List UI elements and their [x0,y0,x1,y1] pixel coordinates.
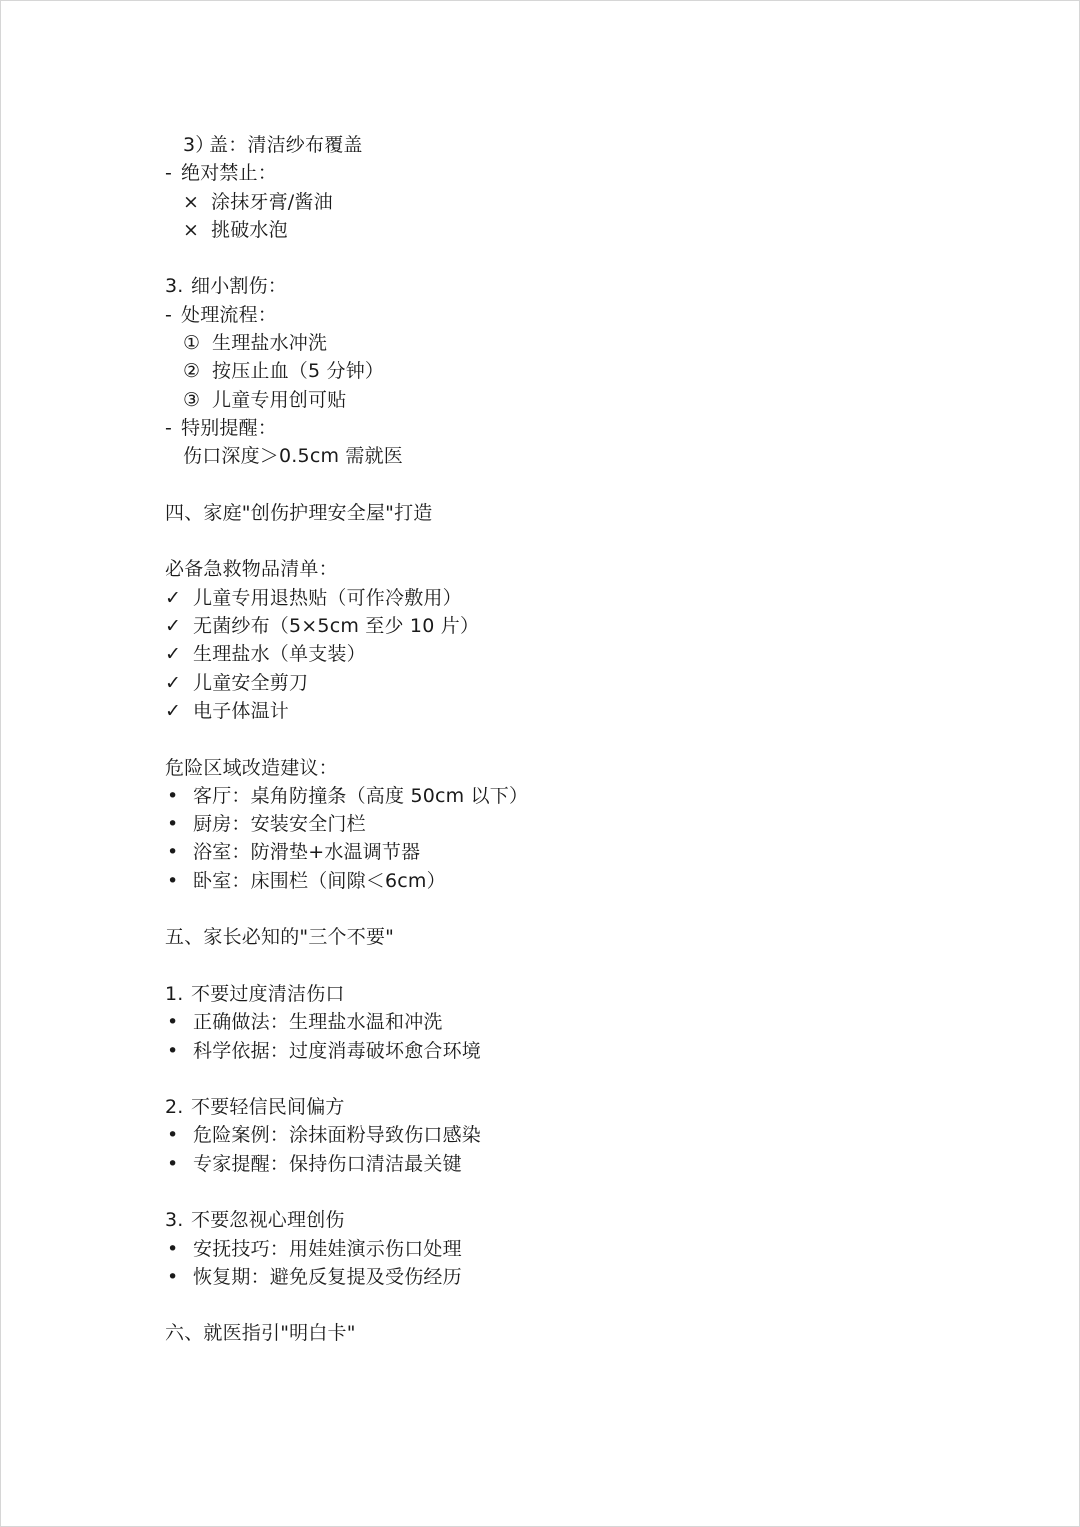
blank-line [165,471,985,499]
line-text: 电子体温计 [193,699,290,722]
line-text: 恢复期：避免反复提及受伤经历 [193,1265,462,1288]
dash-marker: - [165,303,173,326]
line-text: 涂抹牙膏/酱油 [211,190,333,213]
list-item [165,216,985,244]
list-item [165,131,985,159]
list-item [165,1263,985,1291]
line-text: 盖：清洁纱布覆盖 [209,134,363,156]
line-text: 儿童专用退热贴（可作冷敷用） [193,586,462,609]
list-item [165,272,985,300]
bullet-icon: • [167,1039,179,1062]
list-item [165,442,985,470]
bullet-icon: • [167,1265,179,1288]
step-number: ① [183,332,201,355]
list-item [165,782,985,810]
line-text: 专家提醒：保持伤口清洁最关键 [193,1152,462,1175]
bullet-icon: • [167,784,179,807]
line-text: 必备急救物品清单： [165,558,338,581]
step-number: ③ [183,388,201,411]
line-text: 不要过度清洁伤口 [191,982,345,1005]
list-item [165,1235,985,1263]
line-text: 卧室：床围栏（间隙＜6cm） [193,869,446,892]
list-item [165,1008,985,1036]
line-text: 无菌纱布（5×5cm 至少 10 片） [193,615,480,638]
list-number: 3. [165,1209,184,1232]
check-icon: ✓ [165,615,182,638]
list-item [165,357,985,385]
cross-icon: × [183,218,200,241]
section-heading [165,754,985,782]
line-text: 生理盐水（单支装） [193,643,366,666]
bullet-icon: • [167,1124,179,1147]
line-text: 伤口深度＞0.5cm 需就医 [183,445,404,468]
blank-line [165,952,985,980]
line-text: 危险区域改造建议： [165,756,338,779]
list-item [165,584,985,612]
list-item [165,386,985,414]
line-text: 安抚技巧：用娃娃演示伤口处理 [193,1237,462,1260]
list-item [165,414,985,442]
blank-line [165,1178,985,1206]
line-text: 处理流程： [181,303,278,326]
bullet-icon: • [167,813,179,836]
line-text: 不要忽视心理创伤 [191,1209,345,1232]
list-item [165,838,985,866]
check-icon: ✓ [165,643,182,666]
line-text: 客厅：桌角防撞条（高度 50cm 以下） [193,784,529,807]
list-number: 2. [165,1096,184,1119]
section-heading [165,499,985,527]
line-text: 六、就医指引"明白卡" [165,1322,356,1345]
blank-line [165,895,985,923]
blank-line [165,527,985,555]
check-icon: ✓ [165,586,182,609]
line-text: 不要轻信民间偏方 [191,1096,345,1119]
list-item [165,697,985,725]
line-text: 绝对禁止： [181,162,278,185]
list-item [165,188,985,216]
list-item [165,159,985,187]
list-item [165,669,985,697]
section-heading [165,1319,985,1347]
list-number: 3. [165,275,184,298]
list-number: 1. [165,982,184,1005]
line-text: 儿童安全剪刀 [193,671,309,694]
list-item [165,1150,985,1178]
line-text: 细小割伤： [191,275,288,298]
blank-line [165,725,985,753]
line-text: 按压止血（5 分钟） [212,360,385,383]
dash-marker: - [165,416,173,439]
list-item [165,980,985,1008]
list-item [165,1093,985,1121]
list-item [165,1206,985,1234]
line-text: 特别提醒： [181,416,278,439]
list-item [165,810,985,838]
bullet-icon: • [167,841,179,864]
document-body [165,131,985,1348]
line-text: 挑破水泡 [211,218,288,241]
bullet-icon: • [167,869,179,892]
list-item [165,329,985,357]
blank-line [165,244,985,272]
dash-marker: - [165,162,173,185]
check-icon: ✓ [165,671,182,694]
check-icon: ✓ [165,699,182,722]
line-text: 生理盐水冲洗 [212,332,328,355]
line-text: 浴室：防滑垫+水温调节器 [193,841,421,864]
list-item [165,867,985,895]
line-text: 四、家庭"创伤护理安全屋"打造 [165,501,433,524]
step-number: ② [183,360,201,383]
list-item [165,301,985,329]
line-text: 科学依据：过度消毒破坏愈合环境 [193,1039,482,1062]
list-item [165,612,985,640]
list-item [165,640,985,668]
line-text: 五、家长必知的"三个不要" [165,926,395,949]
line-text: 厨房：安装安全门栏 [193,813,366,836]
line-text: 危险案例：涂抹面粉导致伤口感染 [193,1124,482,1147]
line-text: 正确做法：生理盐水温和冲洗 [193,1011,443,1034]
cross-icon: × [183,190,200,213]
list-number: 3） [183,134,215,156]
section-heading [165,555,985,583]
list-item [165,1037,985,1065]
blank-line [165,1291,985,1319]
section-heading [165,923,985,951]
line-text: 儿童专用创可贴 [212,388,347,411]
bullet-icon: • [167,1011,179,1034]
blank-line [165,1065,985,1093]
bullet-icon: • [167,1152,179,1175]
bullet-icon: • [167,1237,179,1260]
list-item [165,1121,985,1149]
